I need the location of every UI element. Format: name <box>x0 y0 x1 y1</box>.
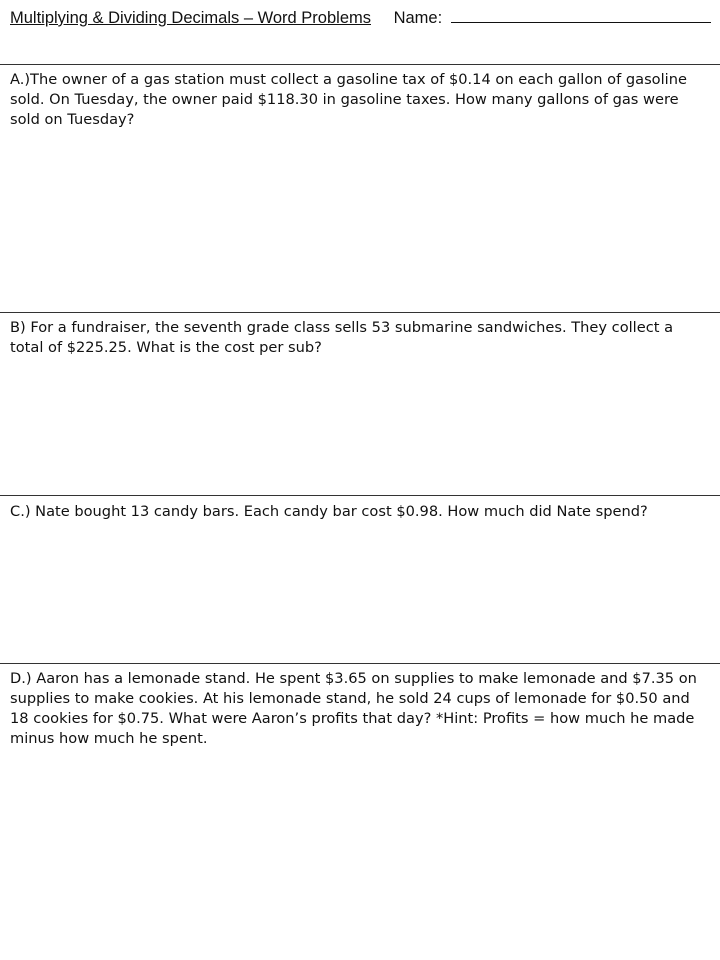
worksheet-title: Multiplying & Dividing Decimals – Word Problems <box>10 9 371 27</box>
divider-line <box>0 312 720 313</box>
divider-line <box>0 663 720 664</box>
worksheet-header <box>10 8 720 32</box>
name-blank-line[interactable] <box>451 8 711 23</box>
problem-b: B) For a fundraiser, the seventh grade class sells 53 submarine sandwiches. They collect a total of $225.25. What is the cost per sub? <box>10 319 674 356</box>
name-label: Name: <box>393 9 443 27</box>
problem-c: C.) Nate bought 13 candy bars. Each candy bar cost $0.98. How much did Nate spend? <box>10 503 648 520</box>
divider-line <box>0 495 720 496</box>
problem-d: D.) Aaron has a lemonade stand. He spent $3.65 on supplies to make lemonade and $7.35 on supplies to make cookies. At his lemonade stand, he sold 24 cups of lemonade for $0.50 and 18 cookies for $0.75. What were Aaron’s profits that day? *Hint: Profits = how much he made minus how much he spent. <box>10 670 697 747</box>
divider-line <box>0 64 720 65</box>
problem-a: A.)The owner of a gas station must collect a gasoline tax of $0.14 on each gallon of gasoline sold. On Tuesday, the owner paid $118.30 in gasoline taxes. How many gallons of gas were sold on Tuesday? <box>10 71 687 128</box>
